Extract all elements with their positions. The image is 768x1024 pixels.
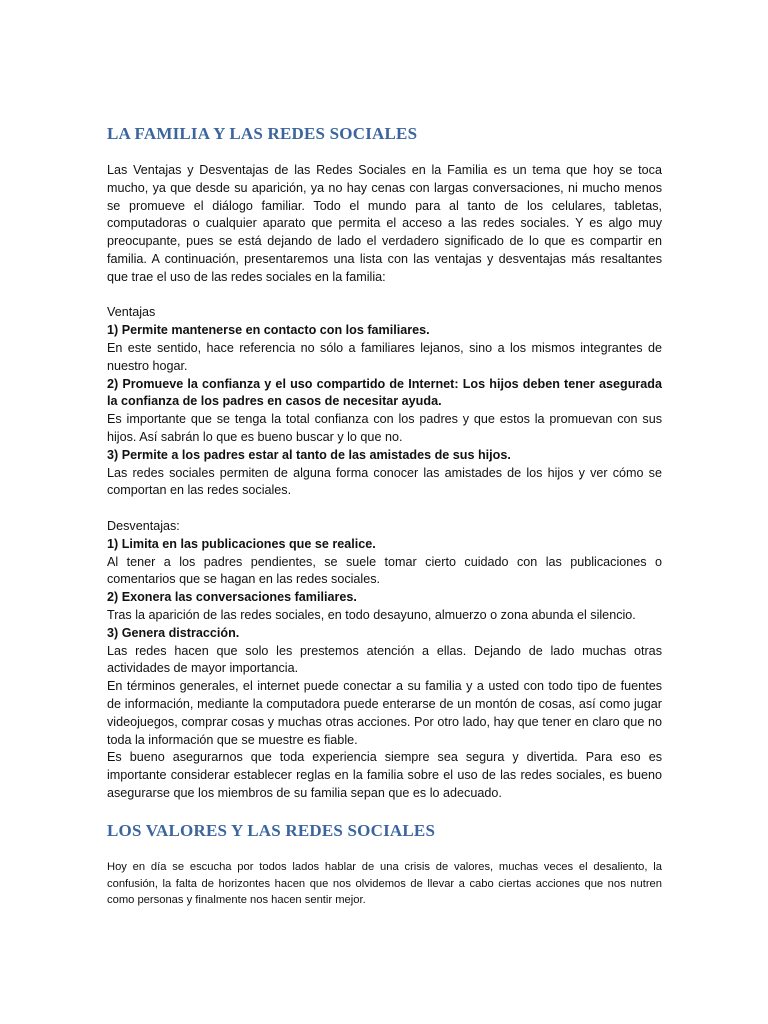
ventaja-2-text: Es importante que se tenga la total confianza con los padres y que estos la promuevan con sus hijos. Así sabrán lo que es bueno buscar y lo que no. xyxy=(107,412,662,444)
section-body-valores xyxy=(107,859,662,909)
section-body-familia xyxy=(107,162,662,803)
ventaja-2-title: 2) Promueve la confianza y el uso compartido de Internet: Los hijos deben tener asegurada la confianza de los padres en casos de necesitar ayuda. xyxy=(107,376,662,409)
desventaja-2-title: 2) Exonera las conversaciones familiares. xyxy=(107,590,357,605)
ventaja-1-text: En este sentido, hace referencia no sólo a familiares lejanos, sino a los mismos integrantes de nuestro hogar. xyxy=(107,340,662,373)
ventaja-1-title: 1) Permite mantenerse en contacto con los familiares. xyxy=(107,323,430,338)
desventaja-3-title: 3) Genera distracción. xyxy=(107,625,240,640)
desventaja-1-title: 1) Limita en las publicaciones que se realice. xyxy=(107,536,376,551)
desventaja-3-text: Las redes hacen que solo les prestemos atención a ellas. Dejando de lado muchas otras actividades de mayor importancia. xyxy=(107,643,662,676)
intro-text: es un tema que hoy se toca mucho, ya que desde su aparición, ya no hay cenas con largas conversaciones, ni mucho menos se promueve el diálogo familiar. Todo el mundo para al tanto de los celulares, tabletas, computadoras o cualquier aparato que permita el acceso a las redes sociales. Y es algo muy preocupante, pues se está dejando de lado el verdadero significado de lo que es compartir en familia. A continuación, presentaremos una lista con las ventajas y desventajas más resaltantes que trae el uso de las redes sociales en la familia: xyxy=(107,163,662,284)
desventaja-1-text: Al tener a los padres pendientes, se suele tomar cierto cuidado con las publicaciones o comentarios que se hagan en las redes sociales. xyxy=(107,554,662,587)
intro-paragraph xyxy=(107,162,662,287)
ventaja-3-title: 3) Permite a los padres estar al tanto de las amistades de sus hijos. xyxy=(107,447,511,462)
ventajas-title: Ventajas xyxy=(107,305,156,320)
intro-bold-text: Las Ventajas y Desventajas de las Redes Sociales en la Familia xyxy=(107,163,488,177)
conclusion-paragraph-1: En términos generales, el internet puede conectar a su familia y a usted con todo tipo de fuentes de información, mediante la computadora puede enterarse de un montón de cosas, así como jugar videojuegos, comprar cosas y muchas otras acciones. Por otro lado, hay que tener en claro que no toda la información que se muestre es fiable. xyxy=(107,679,662,747)
section-heading-familia: LA FAMILIA Y LAS REDES SOCIALES xyxy=(107,124,418,143)
desventajas-title: Desventajas: xyxy=(107,518,180,533)
ventaja-3-text: Las redes sociales permiten de alguna forma conocer las amistades de los hijos y ver cómo se comportan en las redes sociales. xyxy=(107,465,662,498)
conclusion-paragraph-2: Es bueno asegurarnos que toda experiencia siempre sea segura y divertida. Para eso es importante considerar establecer reglas en la familia sobre el uso de las redes sociales, es bueno asegurarse que los miembros de su familia sepan que es lo adecuado. xyxy=(107,750,662,800)
valores-paragraph: Hoy en día se escucha por todos lados hablar de una crisis de valores, muchas veces el desaliento, la confusión, la falta de horizontes hacen que nos olvidemos de llevar a cabo ciertas acciones que nos nutren como personas y finalmente nos hacen sentir mejor. xyxy=(107,861,662,906)
desventaja-2-text: Tras la aparición de las redes sociales, en todo desayuno, almuerzo o zona abunda el silencio. xyxy=(107,607,636,622)
section-heading-valores: LOS VALORES Y LAS REDES SOCIALES xyxy=(107,821,436,840)
